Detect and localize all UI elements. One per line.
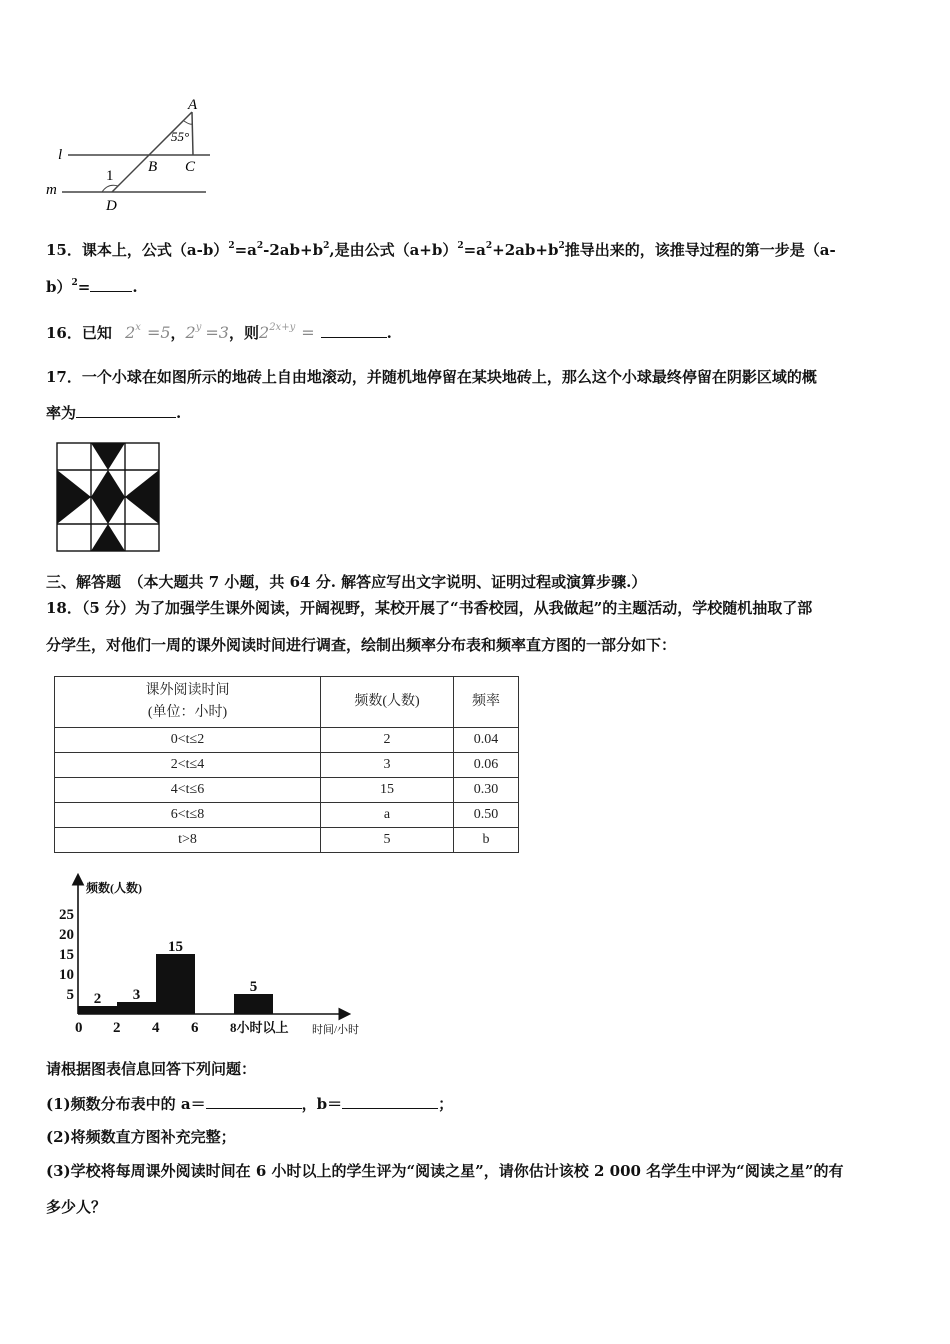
q15-text: =: [77, 278, 91, 296]
cell-range: 4<t≤6: [55, 778, 321, 803]
bar-data-label: 3: [132, 987, 141, 1003]
q15-sup: 2: [71, 278, 78, 288]
q15-sup: 2: [558, 241, 565, 251]
q15-text: -2ab+b: [263, 241, 324, 259]
q16-base: 2: [125, 323, 136, 342]
q16-exponent: 2x+y: [269, 322, 296, 333]
p1-text: ；: [438, 1095, 454, 1113]
question-15-line1: [46, 236, 836, 260]
q17-text: .: [176, 404, 182, 422]
q16-text: ，: [170, 324, 186, 342]
q15-text: 推导出来的，该推导过程的第一步是（a-: [564, 241, 836, 259]
y-tick-label: 5: [66, 987, 74, 1003]
question-18-part3-line1: (3)学校将每周课外阅读时间在 6 小时以上的学生评为“阅读之星”，请你估计该校 2 000 名学生中评为“阅读之星”的有: [46, 1162, 844, 1180]
x-tick-label: 4: [152, 1020, 160, 1036]
table-row: [55, 828, 519, 853]
frequency-table: [54, 676, 519, 853]
label-angle-a: 55°: [171, 129, 190, 144]
answer-a-blank[interactable]: [206, 1094, 302, 1109]
table-header: [55, 677, 519, 728]
q16-value: =5: [146, 323, 171, 342]
y-axis-label: 频数(人数): [86, 881, 142, 895]
y-tick-label: 20: [59, 927, 74, 943]
table-row: [55, 803, 519, 828]
label-d: D: [106, 198, 117, 214]
cell-count: 2: [321, 728, 454, 753]
cell-frequency: 0.06: [454, 753, 519, 778]
bar-data-label: 2: [93, 991, 102, 1007]
label-l: l: [58, 147, 63, 163]
cell-frequency: 0.04: [454, 728, 519, 753]
question-16: [46, 318, 392, 343]
label-a: A: [188, 97, 198, 113]
answer-b-blank[interactable]: [342, 1094, 438, 1109]
question-17-line2: [46, 403, 181, 423]
label-angle-1: 1: [106, 168, 114, 184]
cell-count: 15: [321, 778, 454, 803]
table-row: [55, 753, 519, 778]
x-tick-label: 2: [113, 1020, 121, 1036]
cell-frequency: b: [454, 828, 519, 853]
q16-answer-blank[interactable]: [321, 323, 387, 338]
y-tick-label: 15: [59, 947, 74, 963]
cell-count: a: [321, 803, 454, 828]
bar-data-label: 15: [168, 939, 183, 955]
q16-base: 2: [185, 323, 196, 342]
header-count: 频数(人数): [321, 677, 454, 728]
q16-exponent: x: [135, 322, 141, 333]
label-m: m: [46, 182, 57, 198]
x-tick-label: 6: [191, 1020, 199, 1036]
q17-text: 率为: [46, 404, 77, 422]
question-18-part1: [46, 1094, 453, 1114]
x-axis-label: 时间/小时: [312, 1024, 360, 1036]
q15-text: 15．课本上，公式（a-b）: [46, 241, 229, 259]
header-time-line1: 课外阅读时间: [145, 683, 230, 698]
y-tick-label: 10: [59, 967, 74, 983]
q16-text: ，则: [228, 324, 259, 342]
header-time: [55, 677, 321, 728]
q16-text: 16．已知: [46, 324, 112, 342]
segment-ac: [192, 112, 193, 155]
section-3-title: 三、解答题 （本大题共 7 小题，共 64 分. 解答应写出文字说明、证明过程或演算步骤.）: [46, 573, 647, 591]
cell-range: t>8: [55, 828, 321, 853]
q16-value: =3: [205, 323, 229, 342]
question-17-line1: 17．一个小球在如图所示的地砖上自由地滚动，并随机地停留在某块地砖上，那么这个小球最终停留在阴影区域的概: [46, 368, 817, 386]
bar-data-label: 5: [249, 979, 258, 995]
question-18-line1: 18．（5 分）为了加强学生课外阅读，开阔视野，某校开展了“书香校园，从我做起”的主题活动，学校随机抽取了部: [46, 599, 813, 617]
header-frequency: 频率: [454, 677, 519, 728]
x-tick-label: 8小时以上: [230, 1020, 289, 1035]
q15-sup: 2: [228, 241, 235, 251]
question-18-line2: 分学生，对他们一周的课外阅读时间进行调查，绘制出频率分布表和频率直方图的一部分如下：: [46, 636, 677, 654]
table-row: [55, 728, 519, 753]
q15-text: ,是由公式（a+b）: [329, 241, 458, 259]
question-18-part3-line2: 多少人？: [46, 1198, 107, 1216]
cell-frequency: 0.30: [454, 778, 519, 803]
p1-text: (1)频数分布表中的 a＝: [46, 1095, 206, 1113]
cell-frequency: 0.50: [454, 803, 519, 828]
y-tick-label: 25: [59, 907, 74, 923]
label-c: C: [185, 159, 196, 175]
histogram-bar: [234, 994, 273, 1014]
q15-text: +2ab+b: [492, 241, 559, 259]
q15-sup: 2: [485, 241, 493, 251]
p1-text: ，b＝: [301, 1095, 343, 1113]
q15-text: =a: [463, 241, 486, 259]
frequency-histogram: [56, 870, 376, 1045]
histogram-bar: [117, 1002, 156, 1014]
question-18-part2: (2)将频数直方图补充完整；: [46, 1128, 236, 1146]
q15-text: b）: [46, 278, 72, 296]
cell-count: 3: [321, 753, 454, 778]
q15-text: .: [132, 278, 138, 296]
q15-text: =a: [234, 241, 257, 259]
q15-sup: 2: [323, 241, 330, 251]
histogram-bar: [78, 1006, 117, 1014]
q16-value: =: [301, 323, 315, 342]
segment-ad: [112, 112, 192, 192]
q16-base: 2: [259, 323, 270, 342]
question-15-line2: [46, 273, 138, 297]
cell-count: 5: [321, 828, 454, 853]
geometry-figure: [40, 95, 220, 220]
cell-range: 0<t≤2: [55, 728, 321, 753]
angle-a-arc: [184, 121, 192, 124]
q16-text: .: [386, 324, 392, 342]
q16-exponent: y: [195, 322, 202, 333]
cell-range: 6<t≤8: [55, 803, 321, 828]
tile-pattern-figure: [54, 440, 164, 555]
cell-range: 2<t≤4: [55, 753, 321, 778]
table-row: [55, 778, 519, 803]
label-b: B: [148, 159, 158, 175]
q15-sup: 2: [457, 241, 464, 251]
histogram-bar: [156, 954, 195, 1014]
header-time-line2: (单位：小时): [147, 705, 228, 720]
q15-answer-blank[interactable]: [90, 277, 132, 292]
q15-sup: 2: [256, 241, 264, 251]
q17-answer-blank[interactable]: [76, 403, 176, 418]
x-tick-label: 0: [75, 1020, 83, 1036]
questions-intro: 请根据图表信息回答下列问题：: [46, 1060, 257, 1078]
